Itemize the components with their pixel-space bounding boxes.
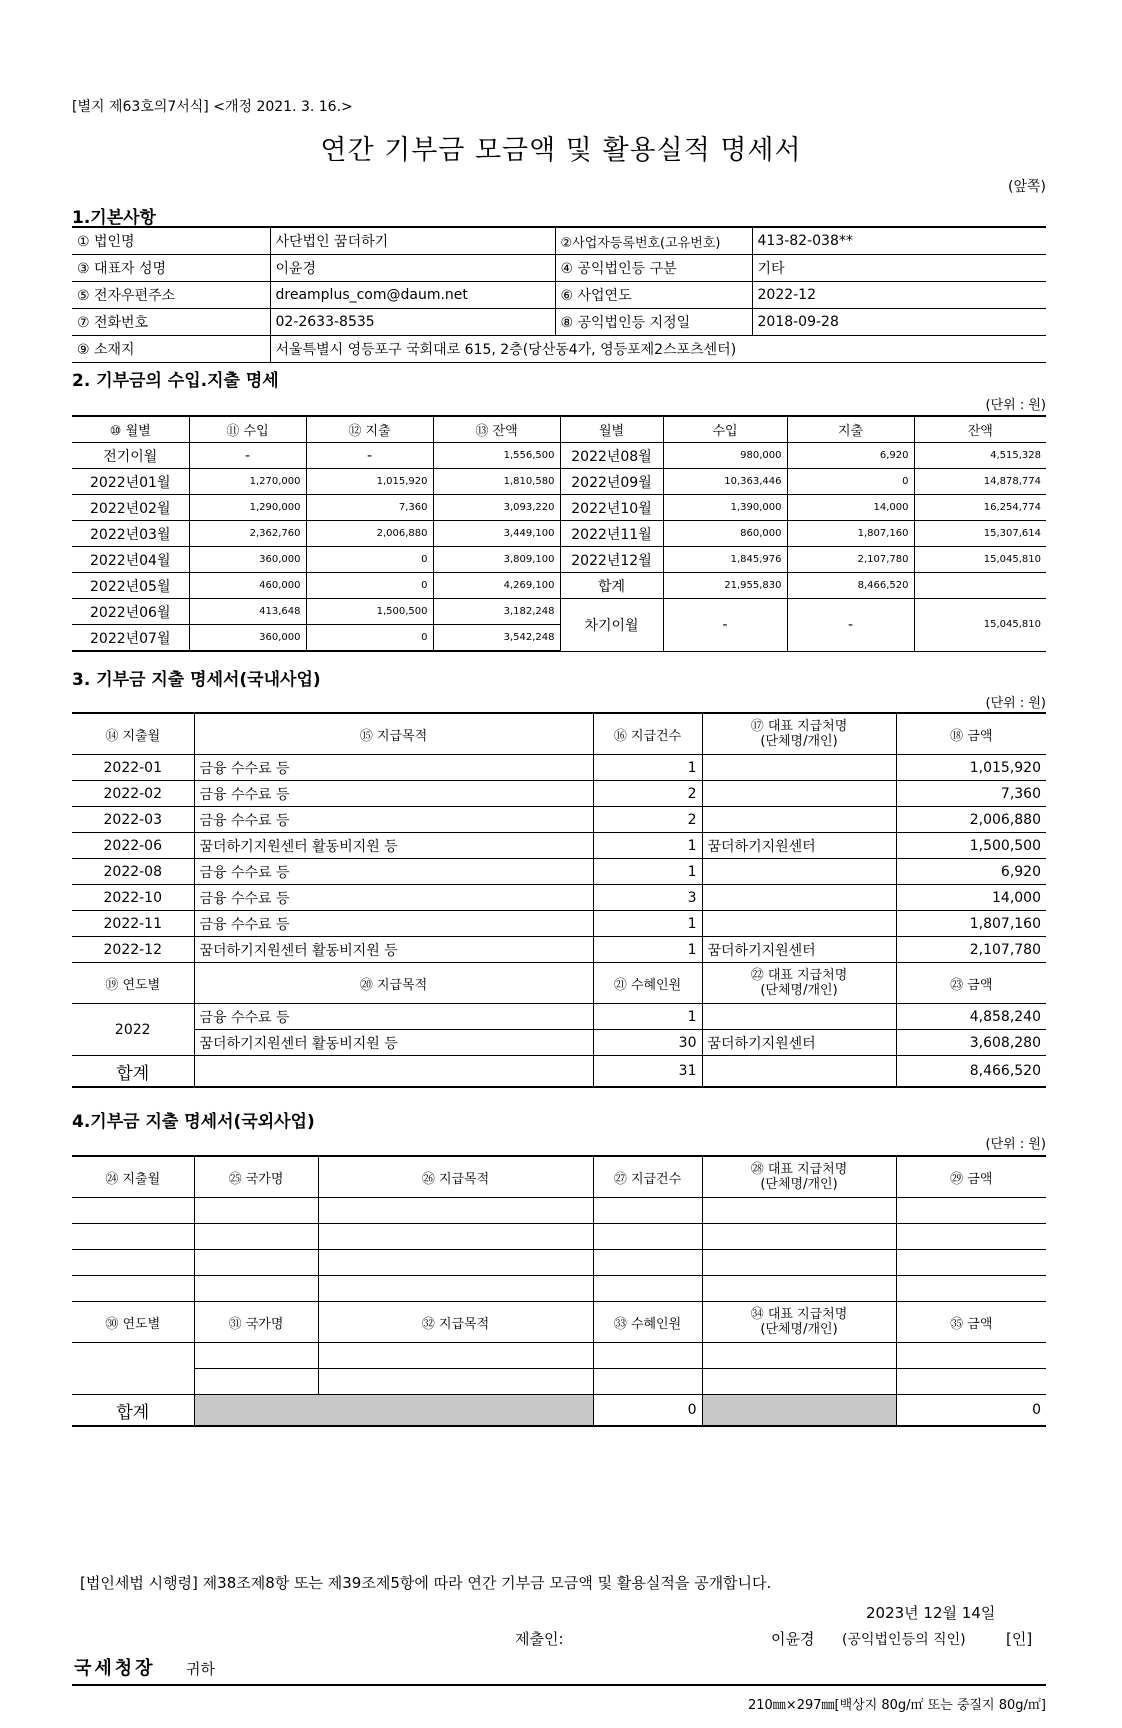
year-cell: 2022 (72, 1004, 194, 1056)
table-row (72, 755, 1046, 781)
section1-title: 1.기본사항 (72, 208, 156, 228)
empty-row (72, 1224, 1046, 1250)
table-row (72, 599, 1046, 625)
table-row (72, 859, 1046, 885)
purpose-cell: 금융 수수료 등 (194, 859, 593, 885)
front-page-label: (앞쪽) (1008, 179, 1046, 195)
table-row (72, 911, 1046, 937)
balance-cell: 14,878,774 (914, 469, 1046, 495)
col-header: ⑬ 잔액 (433, 416, 560, 443)
empty-row (72, 1250, 1046, 1276)
total-label: 합계 (72, 1056, 194, 1088)
total-row (72, 1395, 1046, 1427)
disclosure-note: [법인세법 시행령] 제38조제8항 또는 제39조제5항에 따라 연간 기부금 모금액 및 활용실적을 공개합니다. (80, 1574, 772, 1592)
form-code: [별지 제63호의7서식] <개정 2021. 3. 16.> (72, 99, 353, 115)
purpose-cell: 금융 수수료 등 (194, 1004, 593, 1030)
col-header: ㉑ 수혜인원 (593, 963, 702, 1004)
col-header: ⑰ 대표 지급처명 (단체명/개인) (702, 713, 896, 755)
expense-cell: 1,015,920 (306, 469, 433, 495)
addressee: 국세청장 (74, 1658, 156, 1679)
table-row (72, 336, 1046, 363)
purpose-cell: 꿈더하기지원센터 활동비지원 등 (194, 833, 593, 859)
purpose-cell: 금융 수수료 등 (194, 807, 593, 833)
table-row (72, 1004, 1046, 1030)
month-cell: 2022-11 (72, 911, 194, 937)
month-cell: 2022-03 (72, 807, 194, 833)
month-cell: 2022-08 (72, 859, 194, 885)
amount-cell: 3,608,280 (896, 1030, 1046, 1056)
count-cell: 3 (593, 885, 702, 911)
col-header: ㉒ 대표 지급처명 (단체명/개인) (702, 963, 896, 1004)
shaded-cell (702, 1395, 896, 1427)
balance-cell: 3,542,248 (433, 625, 560, 652)
income-cell: 460,000 (189, 573, 306, 599)
income-cell: 360,000 (189, 625, 306, 652)
count-cell: 1 (593, 937, 702, 963)
table-row (72, 573, 1046, 599)
month-cell: 2022년11월 (560, 521, 663, 547)
count-cell: 2 (593, 807, 702, 833)
expense-cell: 6,920 (787, 443, 914, 469)
seal-position-note: (공익법인등의 직인) (842, 1632, 966, 1648)
empty-row (72, 1276, 1046, 1302)
carry-over-balance: 15,045,810 (914, 599, 1046, 652)
amount-cell: 1,807,160 (896, 911, 1046, 937)
month-cell: 전기이월 (72, 443, 189, 469)
balance-cell: 4,269,100 (433, 573, 560, 599)
expense-cell: 2,107,780 (787, 547, 914, 573)
table-row (72, 807, 1046, 833)
col-header: ⑲ 연도별 (72, 963, 194, 1004)
income-cell: 1,845,976 (663, 547, 787, 573)
col-header: 수입 (663, 416, 787, 443)
table-row (72, 495, 1046, 521)
balance-cell: 1,556,500 (433, 443, 560, 469)
amount-cell: 2,107,780 (896, 937, 1046, 963)
table-row (72, 833, 1046, 859)
month-cell: 2022-06 (72, 833, 194, 859)
col-header: ㉕ 국가명 (194, 1156, 318, 1198)
empty-cell (194, 1056, 593, 1088)
payee-cell (702, 885, 896, 911)
purpose-cell: 꿈더하기지원센터 활동비지원 등 (194, 937, 593, 963)
value-cell: 2022-12 (752, 282, 1046, 309)
count-cell: 1 (593, 833, 702, 859)
empty-row (72, 1343, 1046, 1369)
balance-cell: 15,307,614 (914, 521, 1046, 547)
total-row (72, 1056, 1046, 1088)
value-cell: 기타 (752, 255, 1046, 282)
expense-cell: 0 (306, 625, 433, 652)
col-header: ㉜ 지급목적 (318, 1302, 593, 1343)
total-count: 0 (593, 1395, 702, 1427)
col-header: ⑭ 지출월 (72, 713, 194, 755)
count-cell: 1 (593, 755, 702, 781)
amount-cell: 2,006,880 (896, 807, 1046, 833)
month-cell: 2022년05월 (72, 573, 189, 599)
balance-cell: 1,810,580 (433, 469, 560, 495)
total-amount: 8,466,520 (896, 1056, 1046, 1088)
income-cell: 860,000 (663, 521, 787, 547)
total-expense: 8,466,520 (787, 573, 914, 599)
expense-cell: 7,360 (306, 495, 433, 521)
col-header: ㉗ 지급건수 (593, 1156, 702, 1198)
count-cell: 1 (593, 911, 702, 937)
col-header: ㉚ 연도별 (72, 1302, 194, 1343)
divider (72, 1684, 1046, 1686)
col-header: ⑳ 지급목적 (194, 963, 593, 1004)
section3-title: 3. 기부금 지출 명세서(국내사업) (72, 670, 321, 690)
count-cell: 2 (593, 781, 702, 807)
domestic-expense-table (72, 712, 1046, 1088)
amount-cell: 4,858,240 (896, 1004, 1046, 1030)
month-cell: 2022년12월 (560, 547, 663, 573)
submission-date: 2023년 12월 14일 (866, 1604, 996, 1622)
table-row (72, 469, 1046, 495)
addressee-honorific: 귀하 (186, 1660, 215, 1678)
table-row (72, 885, 1046, 911)
payee-cell (702, 807, 896, 833)
payee-cell: 꿈더하기지원센터 (702, 1030, 896, 1056)
balance-cell: 4,515,328 (914, 443, 1046, 469)
col-header: 월별 (560, 416, 663, 443)
month-cell: 2022년10월 (560, 495, 663, 521)
value-cell: 2018-09-28 (752, 309, 1046, 336)
submitter-name: 이윤경 (771, 1630, 815, 1648)
table-row (72, 443, 1046, 469)
carry-over-income: - (663, 599, 787, 652)
document-title: 연간 기부금 모금액 및 활용실적 명세서 (320, 135, 802, 166)
col-header: ㉛ 국가명 (194, 1302, 318, 1343)
table-row (72, 1030, 1046, 1056)
col-header: ⑫ 지출 (306, 416, 433, 443)
col-header: ⑯ 지급건수 (593, 713, 702, 755)
total-income: 21,955,830 (663, 573, 787, 599)
purpose-cell: 꿈더하기지원센터 활동비지원 등 (194, 1030, 593, 1056)
count-cell: 30 (593, 1030, 702, 1056)
value-cell: 이윤경 (270, 255, 555, 282)
month-cell: 2022-01 (72, 755, 194, 781)
income-cell: 10,363,446 (663, 469, 787, 495)
col-header: ⑱ 금액 (896, 713, 1046, 755)
income-cell: 1,270,000 (189, 469, 306, 495)
month-cell: 2022년08월 (560, 443, 663, 469)
total-balance (914, 573, 1046, 599)
amount-cell: 1,500,500 (896, 833, 1046, 859)
basic-info-table (72, 226, 1046, 363)
empty-cell (702, 1056, 896, 1088)
month-cell: 2022-10 (72, 885, 194, 911)
col-header: ㉟ 금액 (896, 1302, 1046, 1343)
header-row (72, 713, 1046, 755)
col-header: ㉝ 수혜인원 (593, 1302, 702, 1343)
balance-cell: 3,809,100 (433, 547, 560, 573)
table-row (72, 547, 1046, 573)
table-row (72, 937, 1046, 963)
expense-cell: 2,006,880 (306, 521, 433, 547)
total-count: 31 (593, 1056, 702, 1088)
col-header: ㉙ 금액 (896, 1156, 1046, 1198)
table-row (72, 255, 1046, 282)
expense-cell: 1,807,160 (787, 521, 914, 547)
total-amount: 0 (896, 1395, 1046, 1427)
payee-cell (702, 911, 896, 937)
income-cell: 1,290,000 (189, 495, 306, 521)
table-row (72, 521, 1046, 547)
table-row (72, 227, 1046, 255)
col-header: 잔액 (914, 416, 1046, 443)
value-cell: 413-82-038** (752, 227, 1046, 255)
value-cell: 사단법인 꿈더하기 (270, 227, 555, 255)
payee-cell: 꿈더하기지원센터 (702, 833, 896, 859)
col-header: ⑪ 수입 (189, 416, 306, 443)
unit-label: (단위 : 원) (985, 696, 1046, 711)
balance-cell: 3,093,220 (433, 495, 560, 521)
payee-cell (702, 1004, 896, 1030)
table-row (72, 781, 1046, 807)
carry-over-expense: - (787, 599, 914, 652)
label-cell: ⑤ 전자우편주소 (72, 282, 270, 309)
col-header: ㉓ 금액 (896, 963, 1046, 1004)
payee-cell (702, 755, 896, 781)
col-header: ㉔ 지출월 (72, 1156, 194, 1198)
month-cell: 2022년02월 (72, 495, 189, 521)
expense-cell: 0 (306, 547, 433, 573)
value-cell: 02-2633-8535 (270, 309, 555, 336)
col-header: ㉞ 대표 지급처명 (단체명/개인) (702, 1302, 896, 1343)
month-cell: 2022년09월 (560, 469, 663, 495)
carry-over-label: 차기이월 (560, 599, 663, 652)
purpose-cell: 금융 수수료 등 (194, 755, 593, 781)
month-cell: 2022년06월 (72, 599, 189, 625)
address-cell: 서울특별시 영등포구 국회대로 615, 2층(당산동4가, 영등포제2스포츠센터) (270, 336, 1046, 363)
amount-cell: 14,000 (896, 885, 1046, 911)
income-cell: 2,362,760 (189, 521, 306, 547)
month-cell: 2022년01월 (72, 469, 189, 495)
income-expense-table (72, 415, 1046, 652)
col-header: 지출 (787, 416, 914, 443)
empty-row (72, 1369, 1046, 1395)
submitter-label: 제출인: (515, 1630, 564, 1648)
income-cell: 413,648 (189, 599, 306, 625)
purpose-cell: 금융 수수료 등 (194, 885, 593, 911)
unit-label: (단위 : 원) (985, 398, 1046, 413)
month-cell: 2022-12 (72, 937, 194, 963)
col-header: ㉘ 대표 지급처명 (단체명/개인) (702, 1156, 896, 1198)
header-row (72, 416, 1046, 443)
expense-cell: 14,000 (787, 495, 914, 521)
month-cell: 2022년07월 (72, 625, 189, 652)
section4-title: 4.기부금 지출 명세서(국외사업) (72, 1112, 315, 1132)
expense-cell: 0 (787, 469, 914, 495)
income-cell: - (189, 443, 306, 469)
purpose-cell: 금융 수수료 등 (194, 911, 593, 937)
income-cell: 360,000 (189, 547, 306, 573)
payee-cell (702, 781, 896, 807)
empty-row (72, 1198, 1046, 1224)
payee-cell: 꿈더하기지원센터 (702, 937, 896, 963)
payee-cell (702, 859, 896, 885)
label-cell: ⑥ 사업연도 (555, 282, 752, 309)
income-cell: 980,000 (663, 443, 787, 469)
label-cell: ⑧ 공익법인등 지정일 (555, 309, 752, 336)
shaded-cell (194, 1395, 593, 1427)
expense-cell: 1,500,500 (306, 599, 433, 625)
month-cell: 2022년03월 (72, 521, 189, 547)
amount-cell: 6,920 (896, 859, 1046, 885)
total-label: 합계 (72, 1395, 194, 1427)
col-header: ⑮ 지급목적 (194, 713, 593, 755)
purpose-cell: 금융 수수료 등 (194, 781, 593, 807)
header-row (72, 1302, 1046, 1343)
income-cell: 1,390,000 (663, 495, 787, 521)
paper-spec: 210㎜×297㎜[백상지 80g/㎡ 또는 중질지 80g/㎡] (747, 1698, 1046, 1713)
col-header: ⑩ 월별 (72, 416, 189, 443)
balance-cell: 16,254,774 (914, 495, 1046, 521)
amount-cell: 7,360 (896, 781, 1046, 807)
count-cell: 1 (593, 859, 702, 885)
header-row (72, 1156, 1046, 1198)
expense-cell: - (306, 443, 433, 469)
label-cell: ④ 공익법인등 구분 (555, 255, 752, 282)
seal-mark: [인] (1006, 1630, 1033, 1648)
balance-cell: 15,045,810 (914, 547, 1046, 573)
overseas-expense-table (72, 1155, 1046, 1427)
label-cell: ②사업자등록번호(고유번호) (555, 227, 752, 255)
balance-cell: 3,449,100 (433, 521, 560, 547)
label-cell: ① 법인명 (72, 227, 270, 255)
value-cell: dreamplus_com@daum.net (270, 282, 555, 309)
month-cell: 2022-02 (72, 781, 194, 807)
count-cell: 1 (593, 1004, 702, 1030)
col-header: ㉖ 지급목적 (318, 1156, 593, 1198)
header-row (72, 963, 1046, 1004)
section2-title: 2. 기부금의 수입.지출 명세 (72, 371, 279, 391)
total-label: 합계 (560, 573, 663, 599)
label-cell: ⑨ 소재지 (72, 336, 270, 363)
label-cell: ⑦ 전화번호 (72, 309, 270, 336)
label-cell: ③ 대표자 성명 (72, 255, 270, 282)
amount-cell: 1,015,920 (896, 755, 1046, 781)
month-cell: 2022년04월 (72, 547, 189, 573)
table-row (72, 309, 1046, 336)
unit-label: (단위 : 원) (985, 1137, 1046, 1152)
balance-cell: 3,182,248 (433, 599, 560, 625)
table-row (72, 282, 1046, 309)
expense-cell: 0 (306, 573, 433, 599)
